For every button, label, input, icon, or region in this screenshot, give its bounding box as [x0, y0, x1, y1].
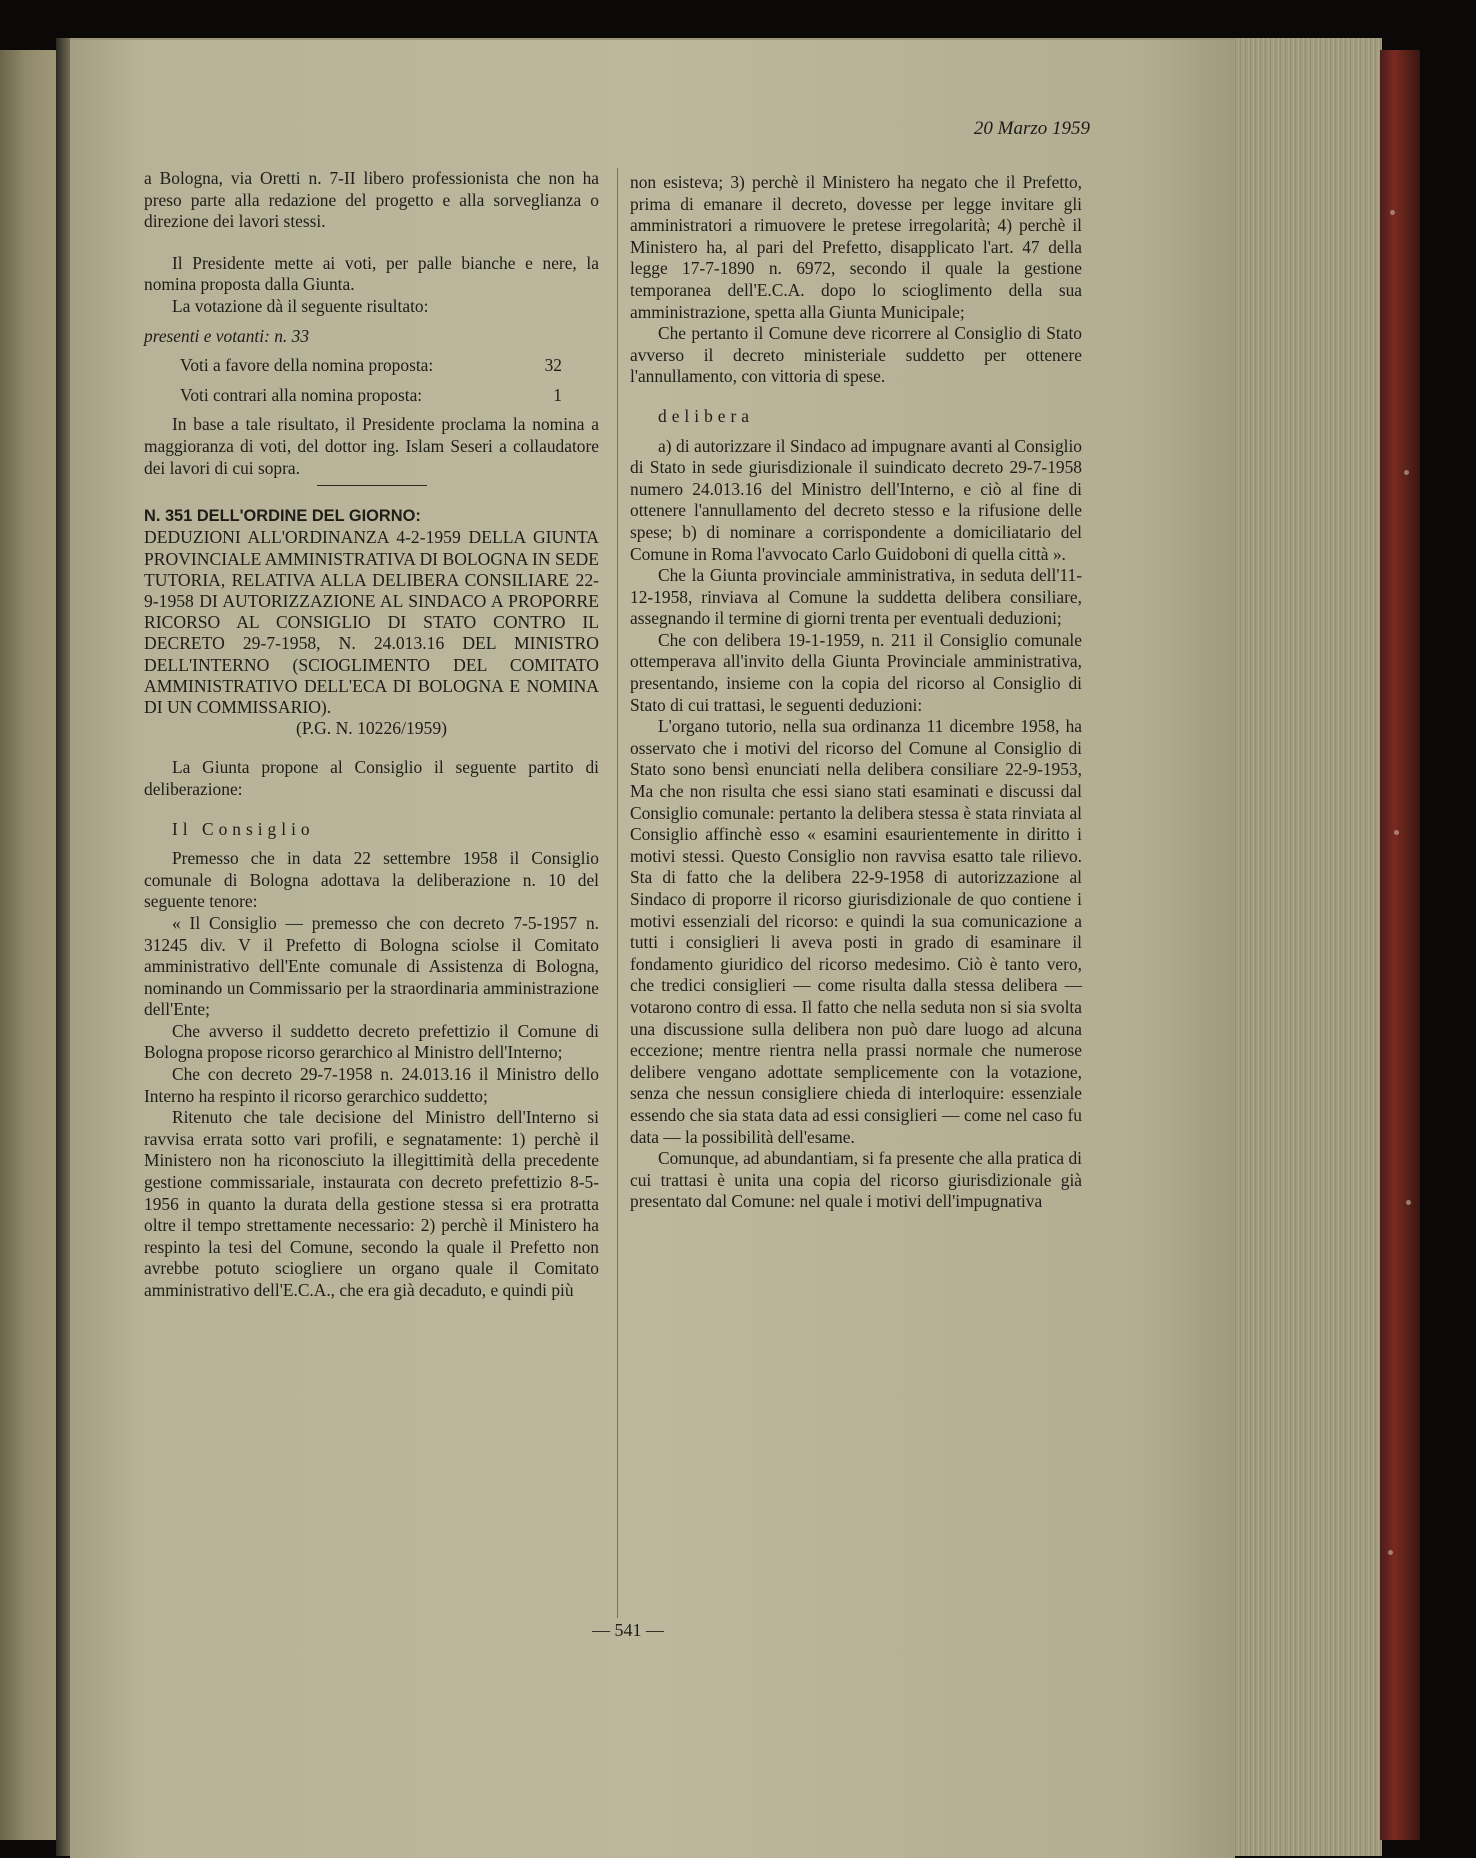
- page-edges: [1222, 38, 1382, 1856]
- paragraph: Ritenuto che tale decisione del Ministro dell'Interno si ravvisa errata sotto vari profili, e segnatamente: 1) perchè il Ministero non ha riconosciuto la illegittimità della precedente gestione commissariale, instaurata con decreto prefettizio 8-5-1956 in quanto la durata della gestione stessa si era protratta oltre il tempo strettamente necessario: 2) perchè il Ministero ha respinto la tesi del Comune, secondo la quale il Prefetto non avrebbe potuto sciogliere un organo quale il Comitato amministrativo dell'E.C.A., che era già decaduto, e quindi più: [144, 1107, 599, 1301]
- paragraph: non esisteva; 3) perchè il Ministero ha negato che il Prefetto, prima di emanare il decreto, dovesse per legge invitare gli amministratori a rimuovere le pretese irregolarità; 4) perchè il Ministero ha, al pari del Prefetto, disapplicato l'art. 47 della legge 17-7-1890 n. 6972, secondo il quale la gestione temporanea dell'E.C.A. dopo lo scioglimento della sua amministrazione, spetta alla Giunta Municipale;: [630, 172, 1082, 322]
- page-header-date: 20 Marzo 1959: [973, 118, 1090, 139]
- agenda-title: DEDUZIONI ALL'ORDINANZA 4-2-1959 DELLA GIUNTA PROVINCIALE AMMINISTRATIVA DI BOLOGNA IN SEDE TUTORIA, RELATIVA ALLA DELIBERA CONSILIARE 22-9-1958 DI AUTORIZZAZIONE AL SINDACO A PROPORRE RICORSO AL CONSIGLIO DI STATO CONTRO IL DECRETO 29-7-1958, N. 24.013.16 DEL MINISTRO DELL'INTERNO (SCIOGLIMENTO DEL COMITATO AMMINISTRATIVO DELL'ECA DI BOLOGNA E NOMINA DI UN COMMISSARIO).: [144, 527, 599, 717]
- paragraph: « Il Consiglio — premesso che con decreto 7-5-1957 n. 31245 div. V il Prefetto di Bologna sciolse il Comitato amministrativo dell'Ente comunale di Assistenza di Bologna, nominando un Commissario per la straordinaria amministrazione dell'Ente;: [144, 912, 599, 1020]
- vote-favor-label: Voti a favore della nomina proposta:: [180, 355, 434, 376]
- section-title-delibera: delibera: [658, 405, 755, 426]
- paragraph: Che avverso il suddetto decreto prefettizio il Comune di Bologna propose ricorso gerarchico al Ministro dell'Interno;: [144, 1020, 599, 1063]
- right-column: [630, 172, 1082, 1213]
- paragraph: Che con decreto 29-7-1958 n. 24.013.16 il Ministro dello Interno ha respinto il ricorso gerarchico suddetto;: [144, 1064, 599, 1106]
- vote-contra-label: Voti contrari alla nomina proposta:: [180, 384, 423, 405]
- page-number: — 541 —: [592, 1620, 664, 1640]
- paragraph: Che la Giunta provinciale amministrativa, in seduta dell'11-12-1958, rinviava al Comune la suddetta delibera consiliare, assegnando il termine di giorni trenta per eventuali deduzioni;: [630, 565, 1082, 629]
- paragraph: Che pertanto il Comune deve ricorrere al Consiglio di Stato avverso il decreto ministeriale suddetto per ottenere l'annullamento, con vittoria di spese.: [630, 323, 1082, 387]
- paragraph: a) di autorizzare il Sindaco ad impugnare avanti al Consiglio di Stato in sede giurisdizionale il suindicato decreto 29-7-1958 numero 24.013.16 del Ministro dell'Interno, e ciò al fine di ottenere l'annullamento del decreto stesso e la rifusione delle spese; b) di nominare a corrispondente a domiciliatario del Comune in Roma l'avvocato Carlo Guidoboni di quella città ».: [630, 435, 1082, 564]
- paragraph: In base a tale risultato, il Presidente proclama la nomina a maggioranza di voti, del dottor ing. Islam Seseri a collaudatore dei lavori di cui sopra.: [144, 414, 599, 478]
- left-page-edge: [0, 50, 62, 1840]
- vote-contra-value: 1: [553, 384, 562, 405]
- paragraph: Il Presidente mette ai voti, per palle bianche e nere, la nomina proposta dalla Giunta.: [144, 252, 599, 295]
- vote-favor-row: [180, 355, 562, 377]
- paragraph: Che con delibera 19-1-1959, n. 211 il Consiglio comunale ottemperava all'invito della Giunta Provinciale amministrativa, presentando, insieme con la copia del ricorso al Consiglio di Stato di cui trattasi, le seguenti deduzioni:: [630, 629, 1082, 715]
- paragraph: a Bologna, via Oretti n. 7-II libero professionista che non ha preso parte alla redazione del progetto e alla sorveglianza o direzione dei lavori stessi.: [144, 168, 599, 232]
- book-cover: [1380, 50, 1420, 1840]
- agenda-pg-number: (P.G. N. 10226/1959): [295, 718, 447, 739]
- column-divider: [617, 168, 618, 1618]
- attendance-line: presenti e votanti: n. 33: [144, 325, 310, 346]
- vote-favor-value: 32: [544, 355, 562, 376]
- paragraph: Premesso che in data 22 settembre 1958 il Consiglio comunale di Bologna adottava la deliberazione n. 10 del seguente tenore:: [144, 848, 599, 912]
- agenda-number: N. 351 DELL'ORDINE DEL GIORNO:: [144, 507, 421, 526]
- vote-contra-row: [180, 385, 562, 407]
- section-rule: [317, 485, 427, 486]
- paragraph: L'organo tutorio, nella sua ordinanza 11 dicembre 1958, ha osservato che i motivi del ricorso del Comune al Consiglio di Stato sono bensì enunciati nella delibera consiliare 22-9-1953, Ma che non risulta che essi siano stati esaminati e discussi dal Consiglio comunale: pertanto la delibera stessa è stata rinviata al Consiglio affinchè esso « esamini esaurientemente in diritto i motivi stessi. Questo Consiglio non ravvisa esatto tale rilievo. Sta di fatto che la delibera 22-9-1958 di autorizzazione al Sindaco di proporre il ricorso giurisdizionale de quo contiene i motivi essenziali del ricorso: e quindi la sua comunicazione a tutti i consiglieri li aveva posti in grado di esaminare il fondamento giuridico del ricorso medesimo. Ciò è tanto vero, che tredici consiglieri — come risulta dalla stessa delibera — votarono contro di essa. Il fatto che nella seduta non si sia svolta una discussione sulla delibera non può dare luogo ad alcuna eccezione; mentre rientra nella prassi normale che numerose delibere vengano adottate semplicemente con la votazione, senza che nessun consigliere chieda di interloquire: essenziale essendo che sia stata data ad essi consiglieri — come nel caso fu data — la possibilità dell'esame.: [630, 716, 1082, 1147]
- paragraph: La votazione dà il seguente risultato:: [172, 295, 429, 316]
- paragraph: La Giunta propone al Consiglio il seguente partito di deliberazione:: [144, 757, 599, 799]
- section-title-il-consiglio: Il Consiglio: [172, 818, 315, 839]
- agenda-heading: [144, 506, 599, 739]
- paragraph: Comunque, ad abundantiam, si fa presente che alla pratica di cui trattasi è unita una copia del ricorso giurisdizionale già presentato dal Comune: nel quale i motivi dell'impugnativa: [630, 1148, 1082, 1212]
- left-column: [144, 168, 599, 1302]
